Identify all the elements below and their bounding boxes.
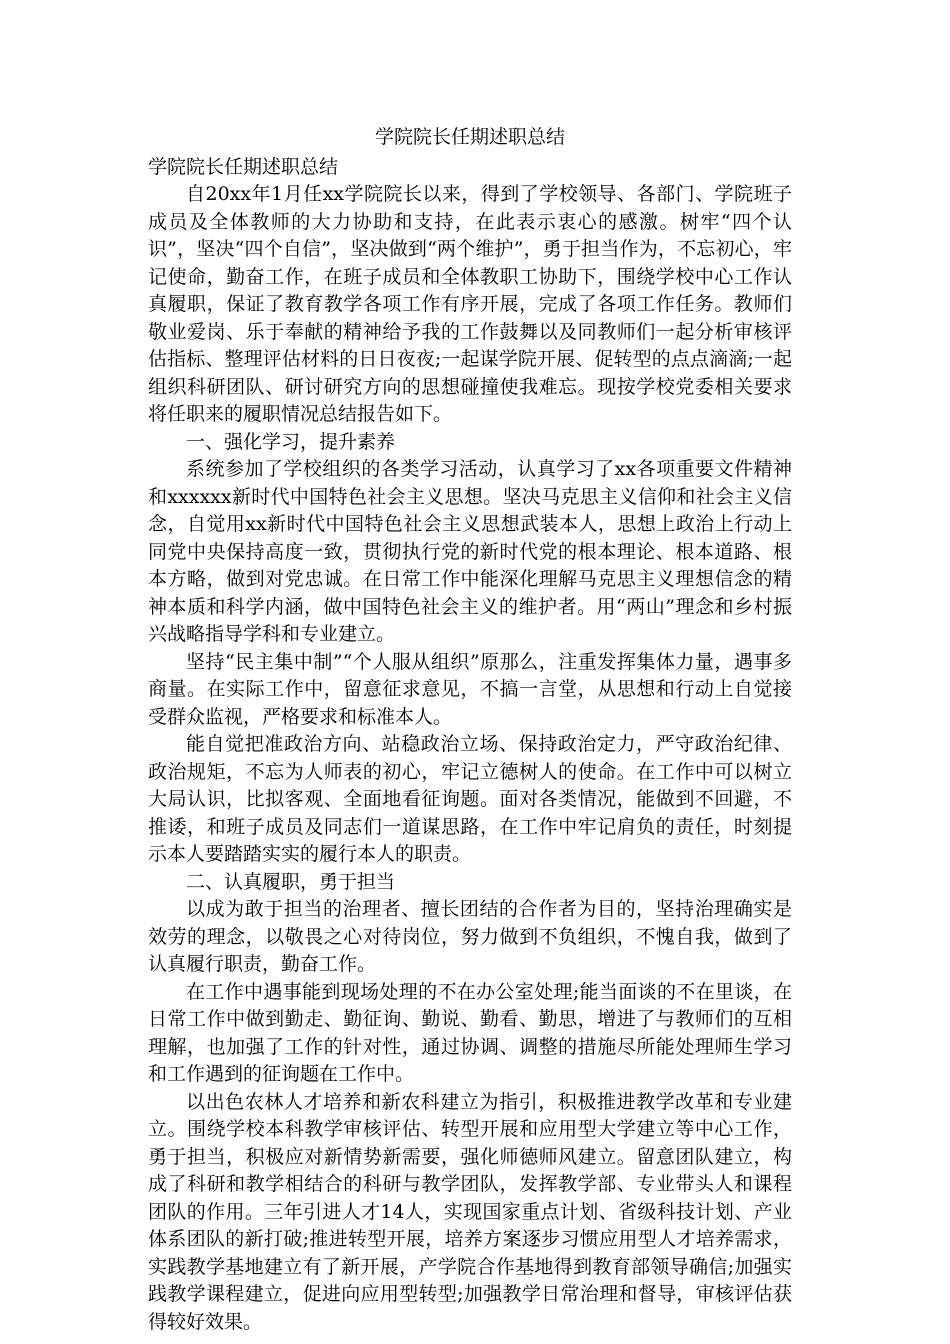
paragraph-onsite-work: 在工作中遇事能到现场处理的不在办公室处理;能当面谈的不在里谈，在日常工作中做到勤走、勤征询、勤说、勤看、勤思，增进了与教师们的互相理解，也加强了工作的针对性，通过协调、调整的措施尽所能处理师生学习和工作遇到的征询题在工作中。 bbox=[148, 980, 792, 1085]
paragraph-reform: 以出色农林人才培养和新农科建立为指引，积极推进教学改革和专业建立。围绕学校本科教学审核评估、转型开展和应用型大学建立等中心工作，勇于担当，积极应对新情势新需要，强化师德师风建立。留意团队建立，构成了科研和教学相结合的科研与教学团队，发挥教学部、专业带头人和课程团队的作用。三年引进人才14人，实现国家重点计划、省级科技计划、产业体系团队的新打破;推进转型开展，培养方案逐步习惯应用型人才培养需求，实践教学基地建立有了新开展，产学院合作基地得到教育部领导确信;加强实践教学课程建立，促进向应用型转型;加强教学日常治理和督导，审核评估获得较好效果。 bbox=[148, 1090, 792, 1333]
section-heading-2: 二、认真履职，勇于担当 bbox=[186, 870, 396, 893]
document-page bbox=[148, 124, 792, 1336]
paragraph-politics: 能自觉把准政治方向、站稳政治立场、保持政治定力，严守政治纪律、政治规矩，不忘为人师表的初心，牢记立德树人的使命。在工作中可以树立大局认识，比拟客观、全面地看征询题。面对各类情况，能做到不回避，不推诿，和班子成员及同志们一道谋思路，在工作中牢记肩负的责任，时刻提示本人要踏踏实实的履行本人的职责。 bbox=[148, 733, 792, 865]
paragraph-study: 系统参加了学校组织的各类学习活动，认真学习了xx各项重要文件精神和xxxxxx新时代中国特色社会主义思想。坚决马克思主义信仰和社会主义信念，自觉用xx新时代中国特色社会主义思想武装本人，思想上政治上行动上同党中央保持高度一致，贯彻执行党的新时代党的根本理论、根本道路、根本方略，做到对党忠诚。在日常工作中能深化理解马克思主义理想信念的精神本质和科学内涵，做中国特色社会主义的维护者。用“两山”理念和乡村振兴战略指导学科和专业建立。 bbox=[148, 458, 792, 645]
paragraph-intro: 自20xx年1月任xx学院院长以来，得到了学校领导、各部门、学院班子成员及全体教师的大力协助和支持，在此表示衷心的感激。树牢“四个认识”，坚决“四个自信”，坚决做到“两个维护”，勇于担当作为，不忘初心，牢记使命，勤奋工作，在班子成员和全体教职工协助下，围绕学校中心工作认真履职，保证了教育教学各项工作有序开展，完成了各项工作任务。教师们敬业爱岗、乐于奉献的精神给予我的工作鼓舞以及同教师们一起分析审核评估指标、整理评估材料的日日夜夜;一起谋学院开展、促转型的点点滴滴;一起组织科研团队、研讨研究方向的思想碰撞使我难忘。现按学校党委相关要求将任职来的履职情况总结报告如下。 bbox=[148, 183, 792, 425]
paragraph-responsibility: 以成为敢于担当的治理者、擅长团结的合作者为目的，坚持治理确实是效劳的理念，以敬畏之心对待岗位，努力做到不负组织，不愧自我，做到了认真履行职责，勤奋工作。 bbox=[148, 898, 792, 975]
document-subtitle: 学院院长任期述职总结 bbox=[148, 155, 339, 178]
section-heading-1: 一、强化学习，提升素养 bbox=[186, 430, 396, 453]
document-title: 学院院长任期述职总结 bbox=[374, 126, 565, 148]
paragraph-democracy: 坚持“民主集中制”“个人服从组织”原那么，注重发挥集体力量，遇事多商量。在实际工作中，留意征求意见，不搞一言堂，从思想和行动上自觉接受群众监视，严格要求和标准本人。 bbox=[148, 650, 792, 728]
